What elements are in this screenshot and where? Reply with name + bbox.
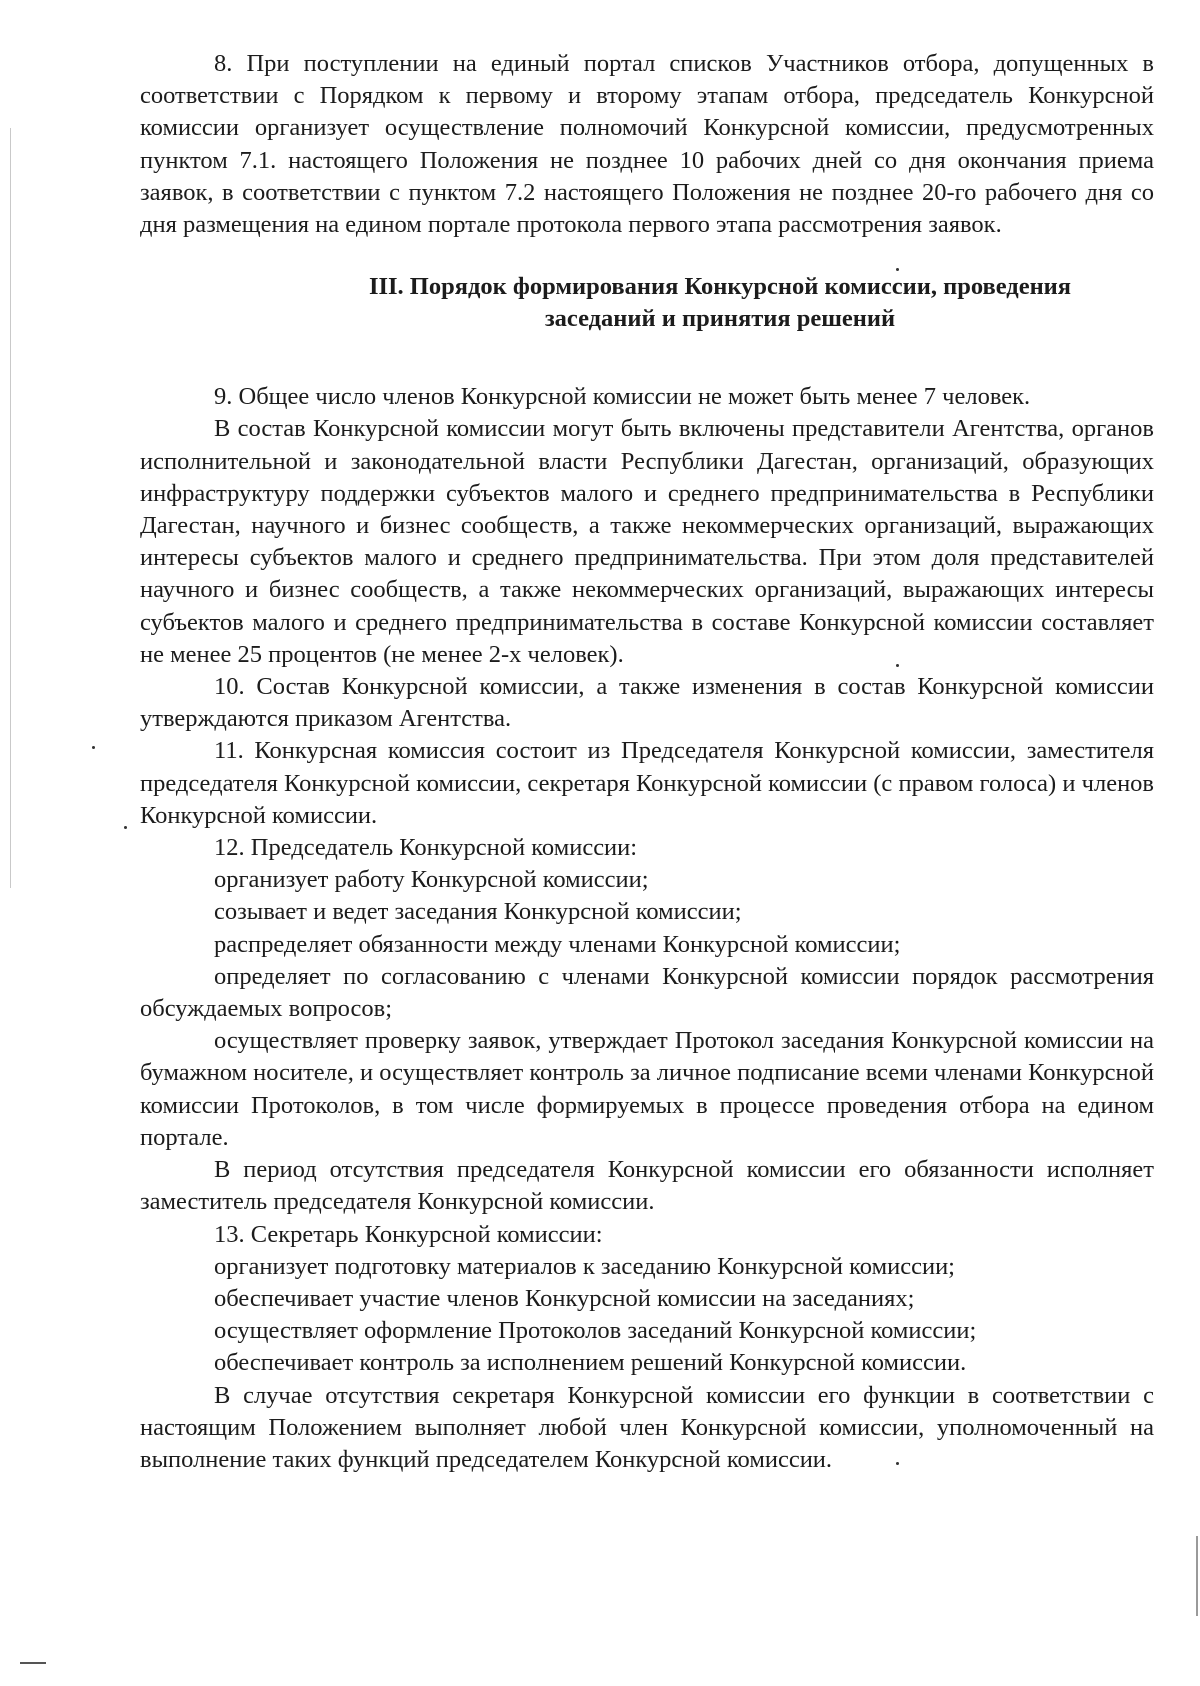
paragraph-11: 11. Конкурсная комиссия состоит из Председателя Конкурсной комиссии, заместителя председателя Конкурсной комиссии, секретаря Конкурсной комиссии (с правом голоса) и членов Конкурсной комиссии. — [140, 737, 1154, 829]
secretary-duty-item: организует подготовку материалов к заседанию Конкурсной комиссии; — [214, 1252, 955, 1280]
section-heading-line-2: заседаний и принятия решений — [544, 305, 896, 333]
secretary-duty-item: обеспечивает контроль за исполнением решений Конкурсной комиссии. — [214, 1349, 967, 1377]
paragraph-9-composition: В состав Конкурсной комиссии могут быть включены представители Агентства, органов исполнительной и законодательной власти Республики Дагестан, организаций, образующих инфраструктуру поддержки субъектов малого и среднего предпринимательства в Республики Дагестан, научного и бизнес сообществ, а также некоммерческих организаций, выражающих интересы субъектов малого и среднего предпринимательства. При этом доля представителей научного и бизнес сообществ, а также некоммерческих организаций, выражающих интересы субъектов малого и среднего предпринимательства в составе Конкурсной комиссии составляет не менее 25 процентов (не менее 2-х человек). — [140, 415, 1154, 668]
scan-edge-mark — [1196, 1536, 1198, 1616]
scan-margin-line — [10, 128, 11, 888]
chairman-duty-item: определяет по согласованию с членами Конкурсной комиссии порядок рассмотрения обсуждаемых вопросов; — [140, 962, 1154, 1023]
chairman-duty-item: созывает и ведет заседания Конкурсной комиссии; — [214, 898, 742, 926]
section-heading-line-1: III. Порядок формирования Конкурсной комиссии, проведения — [368, 273, 1072, 301]
secretary-duty-item: осуществляет оформление Протоколов заседаний Конкурсной комиссии; — [214, 1317, 977, 1345]
paragraph-9: 9. Общее число членов Конкурсной комиссии не может быть менее 7 человек. — [214, 383, 1031, 411]
paragraph-10: 10. Состав Конкурсной комиссии, а также изменения в состав Конкурсной комиссии утверждаются приказом Агентства. — [140, 673, 1154, 733]
paragraph-8: 8. При поступлении на единый портал списков Участников отбора, допущенных в соответствии с Порядком к первому и второму этапам отбора, председатель Конкурсной комиссии организует осуществление полномочий Конкурсной комиссии, предусмотренных пунктом 7.1. настоящего Положения не позднее 10 рабочих дней со дня окончания приема заявок, в соответствии с пунктом 7.2 настоящего Положения не позднее 20-го рабочего дня со дня размещения на едином портале протокола первого этапа рассмотрения заявок. — [140, 50, 1154, 239]
scan-speck — [92, 746, 95, 749]
paragraph-12: 12. Председатель Конкурсной комиссии: — [214, 834, 638, 862]
chairman-duty-item: распределяет обязанности между членами Конкурсной комиссии; — [214, 930, 901, 958]
chairman-absence-paragraph: В период отсутствия председателя Конкурсной комиссии его обязанности исполняет заместитель председателя Конкурсной комиссии. — [140, 1156, 1154, 1216]
scan-speck — [124, 826, 127, 829]
section-heading — [140, 271, 1154, 335]
secretary-absence-paragraph: В случае отсутствия секретаря Конкурсной комиссии его функции в соответствии с настоящим Положением выполняет любой член Конкурсной комиссии, уполномоченный на выполнение таких функций председателем Конкурсной комиссии. — [140, 1381, 1154, 1473]
document-body — [140, 48, 1154, 1476]
chairman-duty-item: организует работу Конкурсной комиссии; — [214, 866, 649, 894]
spacer — [140, 335, 1154, 381]
scan-corner-mark — [20, 1662, 46, 1664]
secretary-duty-item: обеспечивает участие членов Конкурсной комиссии на заседаниях; — [214, 1284, 915, 1312]
chairman-duty-item: осуществляет проверку заявок, утверждает Протокол заседания Конкурсной комиссии на бумажном носителе, и осуществляет контроль за личное подписание всеми членами Конкурсной комиссии Протоколов, в том числе формируемых в процессе проведения отбора на едином портале. — [140, 1027, 1154, 1151]
paragraph-13: 13. Секретарь Конкурсной комиссии: — [214, 1220, 603, 1248]
